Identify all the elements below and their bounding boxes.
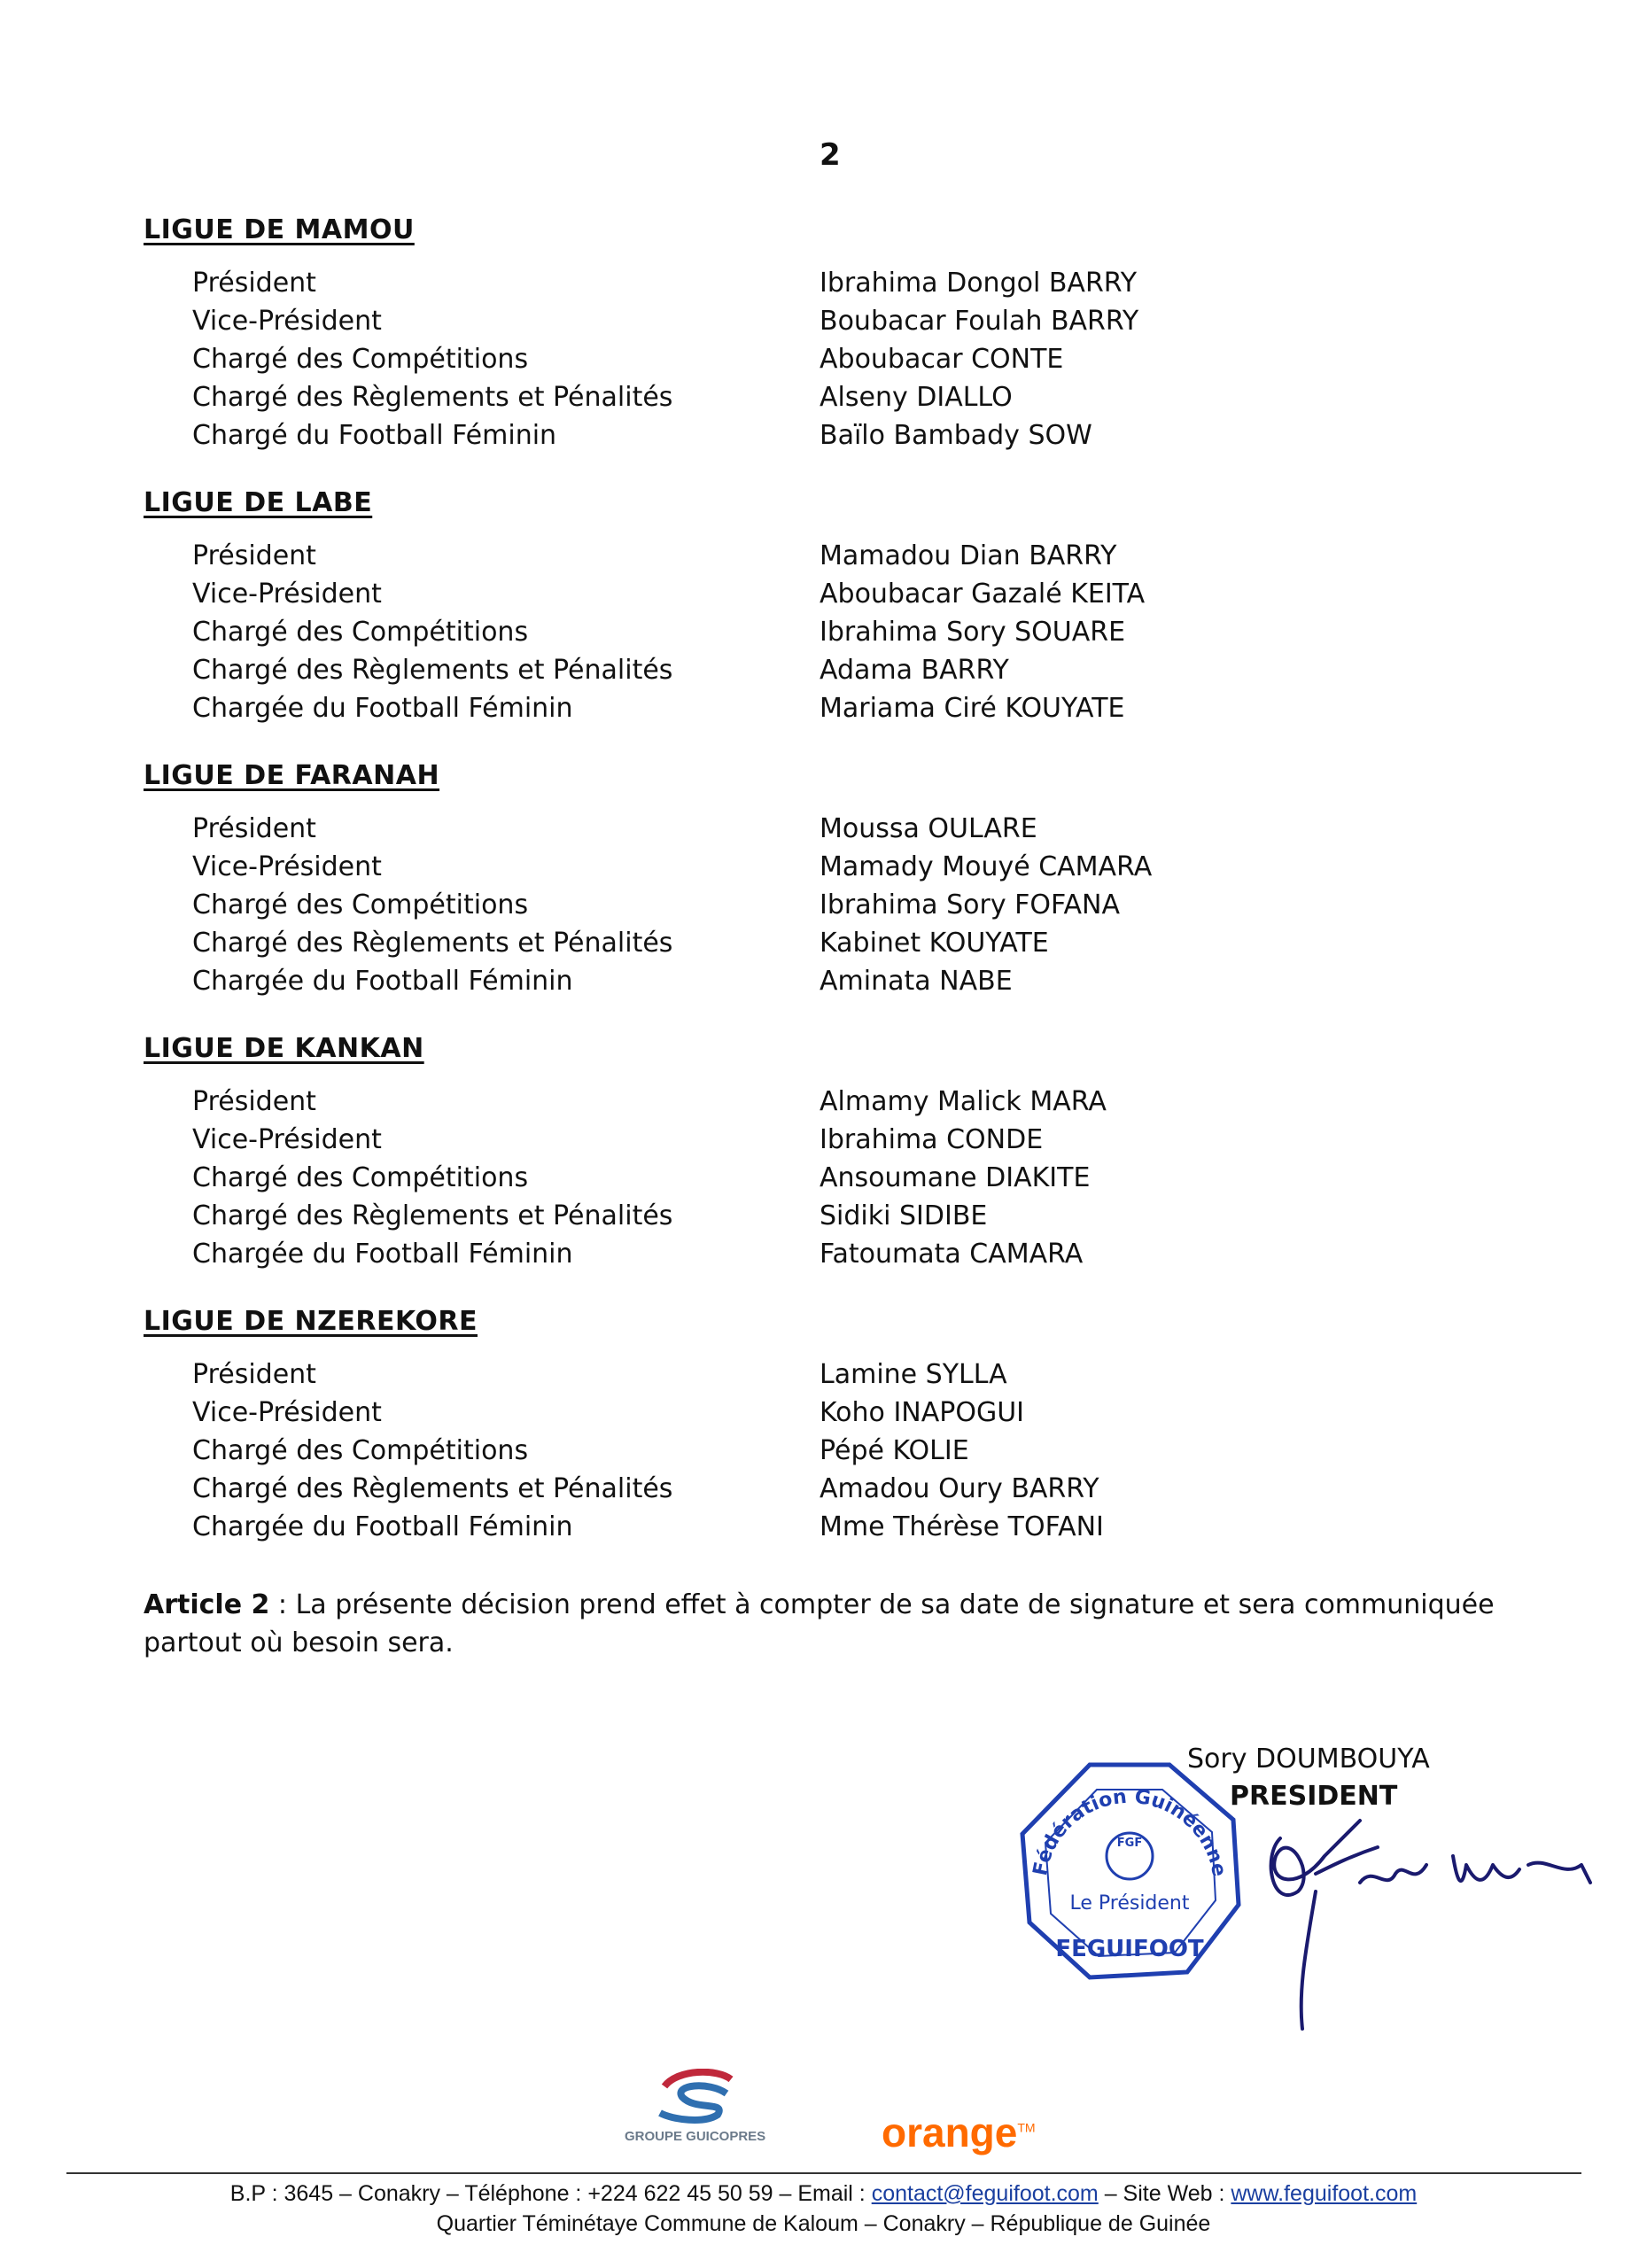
- league-title: LIGUE DE LABE: [144, 487, 373, 518]
- member-role: Vice-Président: [192, 1124, 382, 1155]
- footer-address: Quartier Téminétaye Commune de Kaloum – Conakry – République de Guinée: [436, 2211, 1211, 2236]
- member-role: Chargée du Football Féminin: [192, 693, 573, 724]
- member-name: Adama BARRY: [820, 655, 1009, 686]
- member-name: Moussa OULARE: [820, 813, 1037, 844]
- member-row: [144, 962, 1508, 1000]
- member-name: Pépé KOLIE: [820, 1435, 969, 1466]
- member-name: Koho INAPOGUI: [820, 1397, 1025, 1428]
- handwritten-signature: [1262, 1803, 1608, 2037]
- article-2: [144, 1586, 1526, 1662]
- member-row: [144, 340, 1508, 378]
- member-row: [144, 1508, 1508, 1546]
- member-role: Chargé du Football Féminin: [192, 420, 557, 451]
- member-row: [144, 378, 1508, 416]
- member-row: [144, 613, 1508, 651]
- member-name: Aboubacar Gazalé KEITA: [820, 579, 1146, 610]
- footer-website-link[interactable]: www.feguifoot.com: [1231, 2181, 1418, 2206]
- guicopres-icon: [647, 2069, 744, 2124]
- member-name: Mamadou Dian BARRY: [820, 540, 1117, 571]
- member-role: Chargé des Règlements et Pénalités: [192, 1473, 673, 1504]
- member-role: Chargé des Règlements et Pénalités: [192, 1200, 673, 1231]
- league-section: [144, 1031, 1508, 1273]
- member-name: Kabinet KOUYATE: [820, 928, 1049, 959]
- league-title: LIGUE DE MAMOU: [144, 214, 415, 245]
- guicopres-logo: [625, 2069, 765, 2144]
- member-role: Chargé des Compétitions: [192, 889, 529, 920]
- member-role: Chargé des Règlements et Pénalités: [192, 655, 673, 686]
- league-section: [144, 1304, 1508, 1546]
- member-role: Président: [192, 540, 316, 571]
- member-role: Vice-Président: [192, 851, 382, 882]
- member-role: Président: [192, 1086, 316, 1117]
- member-row: [144, 1394, 1508, 1432]
- footer-contact-line: [0, 2181, 1647, 2207]
- orange-logo: [882, 2109, 1036, 2156]
- member-name: Ibrahima Sory SOUARE: [820, 617, 1126, 648]
- member-role: Chargé des Règlements et Pénalités: [192, 928, 673, 959]
- member-role: Président: [192, 813, 316, 844]
- member-role: Chargée du Football Féminin: [192, 1511, 573, 1542]
- league-section: [144, 213, 1508, 454]
- league-title: LIGUE DE KANKAN: [144, 1033, 424, 1064]
- page-number: 2: [820, 137, 841, 173]
- article-text: La présente décision prend effet à compter de sa date de signature et sera communiquée partout où besoin sera.: [144, 1589, 1495, 1658]
- member-row: [144, 886, 1508, 924]
- member-role: Vice-Président: [192, 306, 382, 337]
- member-name: Fatoumata CAMARA: [820, 1239, 1084, 1270]
- stamp-arc-text: Fédération Guinéenne: [1029, 1785, 1231, 1879]
- member-name: Ansoumane DIAKITE: [820, 1162, 1091, 1193]
- footer-prefix: B.P : 3645 – Conakry – Téléphone : +224 622 45 50 59 – Email :: [229, 2181, 872, 2206]
- member-row: [144, 848, 1508, 886]
- league-section: [144, 758, 1508, 1000]
- member-role: Chargé des Compétitions: [192, 617, 529, 648]
- member-row: [144, 1197, 1508, 1235]
- member-role: Président: [192, 268, 316, 299]
- member-name: Mme Thérèse TOFANI: [820, 1511, 1104, 1542]
- footer-divider: [66, 2172, 1581, 2174]
- stamp-bottom-text: FEGUIFOOT: [1055, 1936, 1204, 1962]
- member-name: Mariama Ciré KOUYATE: [820, 693, 1125, 724]
- member-name: Aboubacar CONTE: [820, 344, 1064, 375]
- guicopres-label: GROUPE GUICOPRES: [625, 2129, 766, 2144]
- member-name: Ibrahima CONDE: [820, 1124, 1044, 1155]
- member-name: Mamady Mouyé CAMARA: [820, 851, 1153, 882]
- member-row: [144, 651, 1508, 689]
- orange-tm: TM: [1017, 2120, 1036, 2135]
- member-row: [144, 924, 1508, 962]
- member-name: Sidiki SIDIBE: [820, 1200, 988, 1231]
- member-role: Chargé des Règlements et Pénalités: [192, 382, 673, 413]
- member-name: Lamine SYLLA: [820, 1359, 1007, 1390]
- orange-label: orange: [882, 2109, 1018, 2155]
- member-row: [144, 1470, 1508, 1508]
- stamp-center-text: Le Président: [1069, 1892, 1190, 1915]
- footer-email-link[interactable]: contact@feguifoot.com: [871, 2181, 1099, 2206]
- member-name: Amadou Oury BARRY: [820, 1473, 1099, 1504]
- member-role: Chargé des Compétitions: [192, 1162, 529, 1193]
- article-separator: :: [269, 1589, 296, 1620]
- footer-middle: – Site Web :: [1098, 2181, 1231, 2206]
- member-row: [144, 302, 1508, 340]
- signatory-title: PRESIDENT: [1230, 1781, 1398, 1812]
- member-name: Almamy Malick MARA: [820, 1086, 1107, 1117]
- league-title: LIGUE DE NZEREKORE: [144, 1306, 478, 1337]
- member-row: [144, 810, 1508, 848]
- member-row: [144, 537, 1508, 575]
- official-stamp: [1010, 1754, 1249, 1997]
- league-section: [144, 485, 1508, 727]
- member-role: Chargé des Compétitions: [192, 344, 529, 375]
- member-row: [144, 1083, 1508, 1121]
- member-name: Aminata NABE: [820, 966, 1013, 997]
- league-title: LIGUE DE FARANAH: [144, 760, 440, 791]
- signatory-name: Sory DOUMBOUYA: [1187, 1744, 1430, 1775]
- member-row: [144, 1121, 1508, 1159]
- member-name: Ibrahima Dongol BARRY: [820, 268, 1138, 299]
- member-role: Chargée du Football Féminin: [192, 1239, 573, 1270]
- member-row: [144, 575, 1508, 613]
- stamp-emblem-text: FGF: [1116, 1837, 1143, 1850]
- member-row: [144, 1432, 1508, 1470]
- member-row: [144, 264, 1508, 302]
- member-row: [144, 1159, 1508, 1197]
- member-name: Baïlo Bambady SOW: [820, 420, 1092, 451]
- member-role: Chargé des Compétitions: [192, 1435, 529, 1466]
- member-role: Chargée du Football Féminin: [192, 966, 573, 997]
- member-name: Boubacar Foulah BARRY: [820, 306, 1139, 337]
- member-role: Président: [192, 1359, 316, 1390]
- member-row: [144, 416, 1508, 454]
- member-name: Alseny DIALLO: [820, 382, 1013, 413]
- member-row: [144, 1355, 1508, 1394]
- member-role: Vice-Président: [192, 579, 382, 610]
- article-label: Article 2: [144, 1589, 270, 1620]
- member-row: [144, 689, 1508, 727]
- member-role: Vice-Président: [192, 1397, 382, 1428]
- svg-text:Fédération Guinéenne de Footba: [1010, 1754, 1231, 1884]
- member-row: [144, 1235, 1508, 1273]
- member-name: Ibrahima Sory FOFANA: [820, 889, 1120, 920]
